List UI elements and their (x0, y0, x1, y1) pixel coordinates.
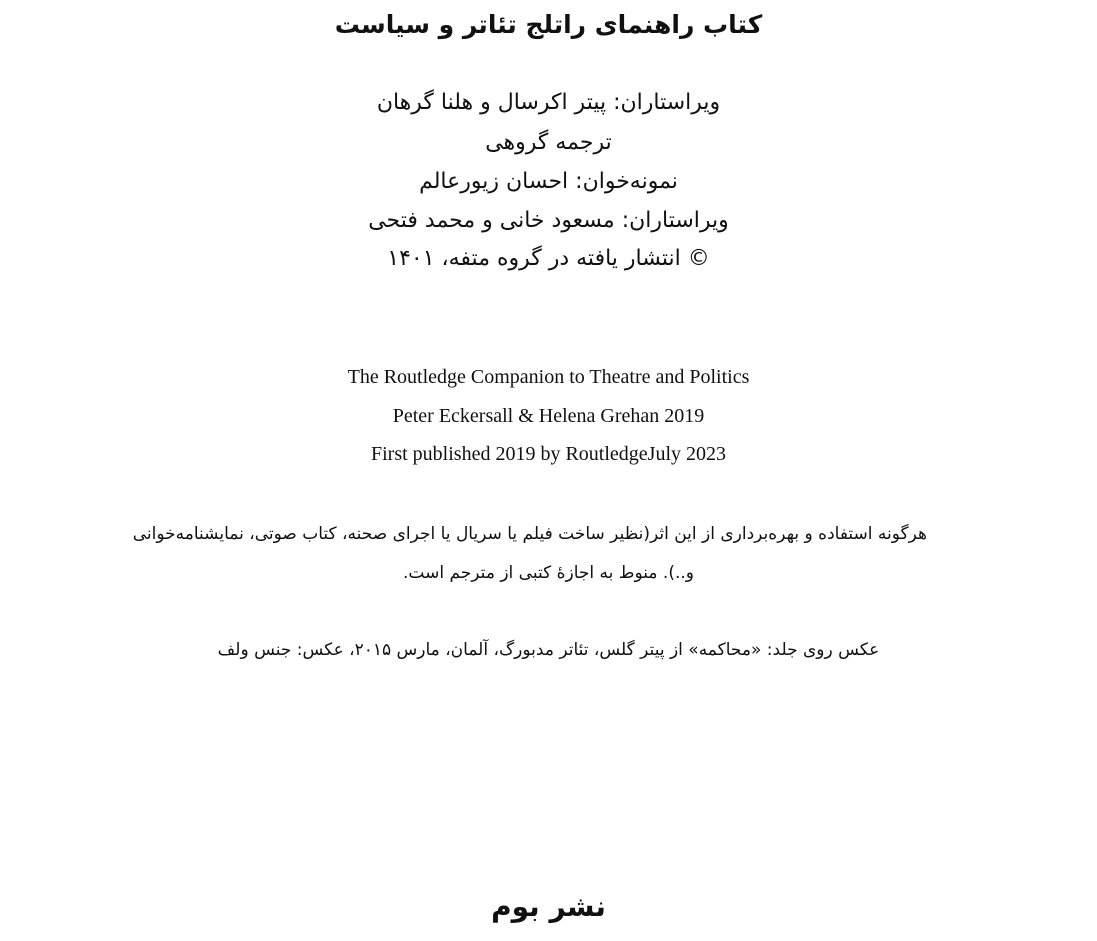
persian-editors-credit: ویراستاران: پیتر اکرسال و هلنا گرهان (376, 90, 721, 115)
cover-photo-credit: عکس روی جلد: «محاکمه» از پیتر گلس، تئاتر مدبورگ، آلمان، مارس ۲۰۱۵، عکس: جنس ولف (217, 640, 880, 660)
persian-publication-notice: © انتشار یافته در گروه متفه، ۱۴۰۱ (387, 246, 710, 271)
publisher-name: نشر بوم (491, 890, 606, 923)
persian-proofreader-credit: نمونه‌خوان: احسان زیورعالم (419, 169, 678, 194)
english-book-title: The Routledge Companion to Theatre and Politics (347, 366, 750, 388)
english-first-published: First published 2019 by RoutledgeJuly 2023 (371, 443, 726, 465)
rights-notice-line-2: و..). منوط به اجازۀ کتبی از مترجم است. (403, 563, 694, 583)
persian-translation-credit: ترجمه گروهی (485, 130, 612, 155)
persian-book-title: کتاب راهنمای راتلج تئاتر و سیاست (334, 10, 763, 39)
persian-copy-editors-credit: ویراستاران: مسعود خانی و محمد فتحی (368, 208, 729, 233)
english-authors: Peter Eckersall & Helena Grehan 2019 (392, 405, 705, 427)
rights-notice-line-1: هرگونه استفاده و بهره‌برداری از این اثر(نظیر ساخت فیلم یا سریال یا اجرای صحنه، کتاب صوتی، نمایشنامه‌خوانی (132, 524, 927, 544)
